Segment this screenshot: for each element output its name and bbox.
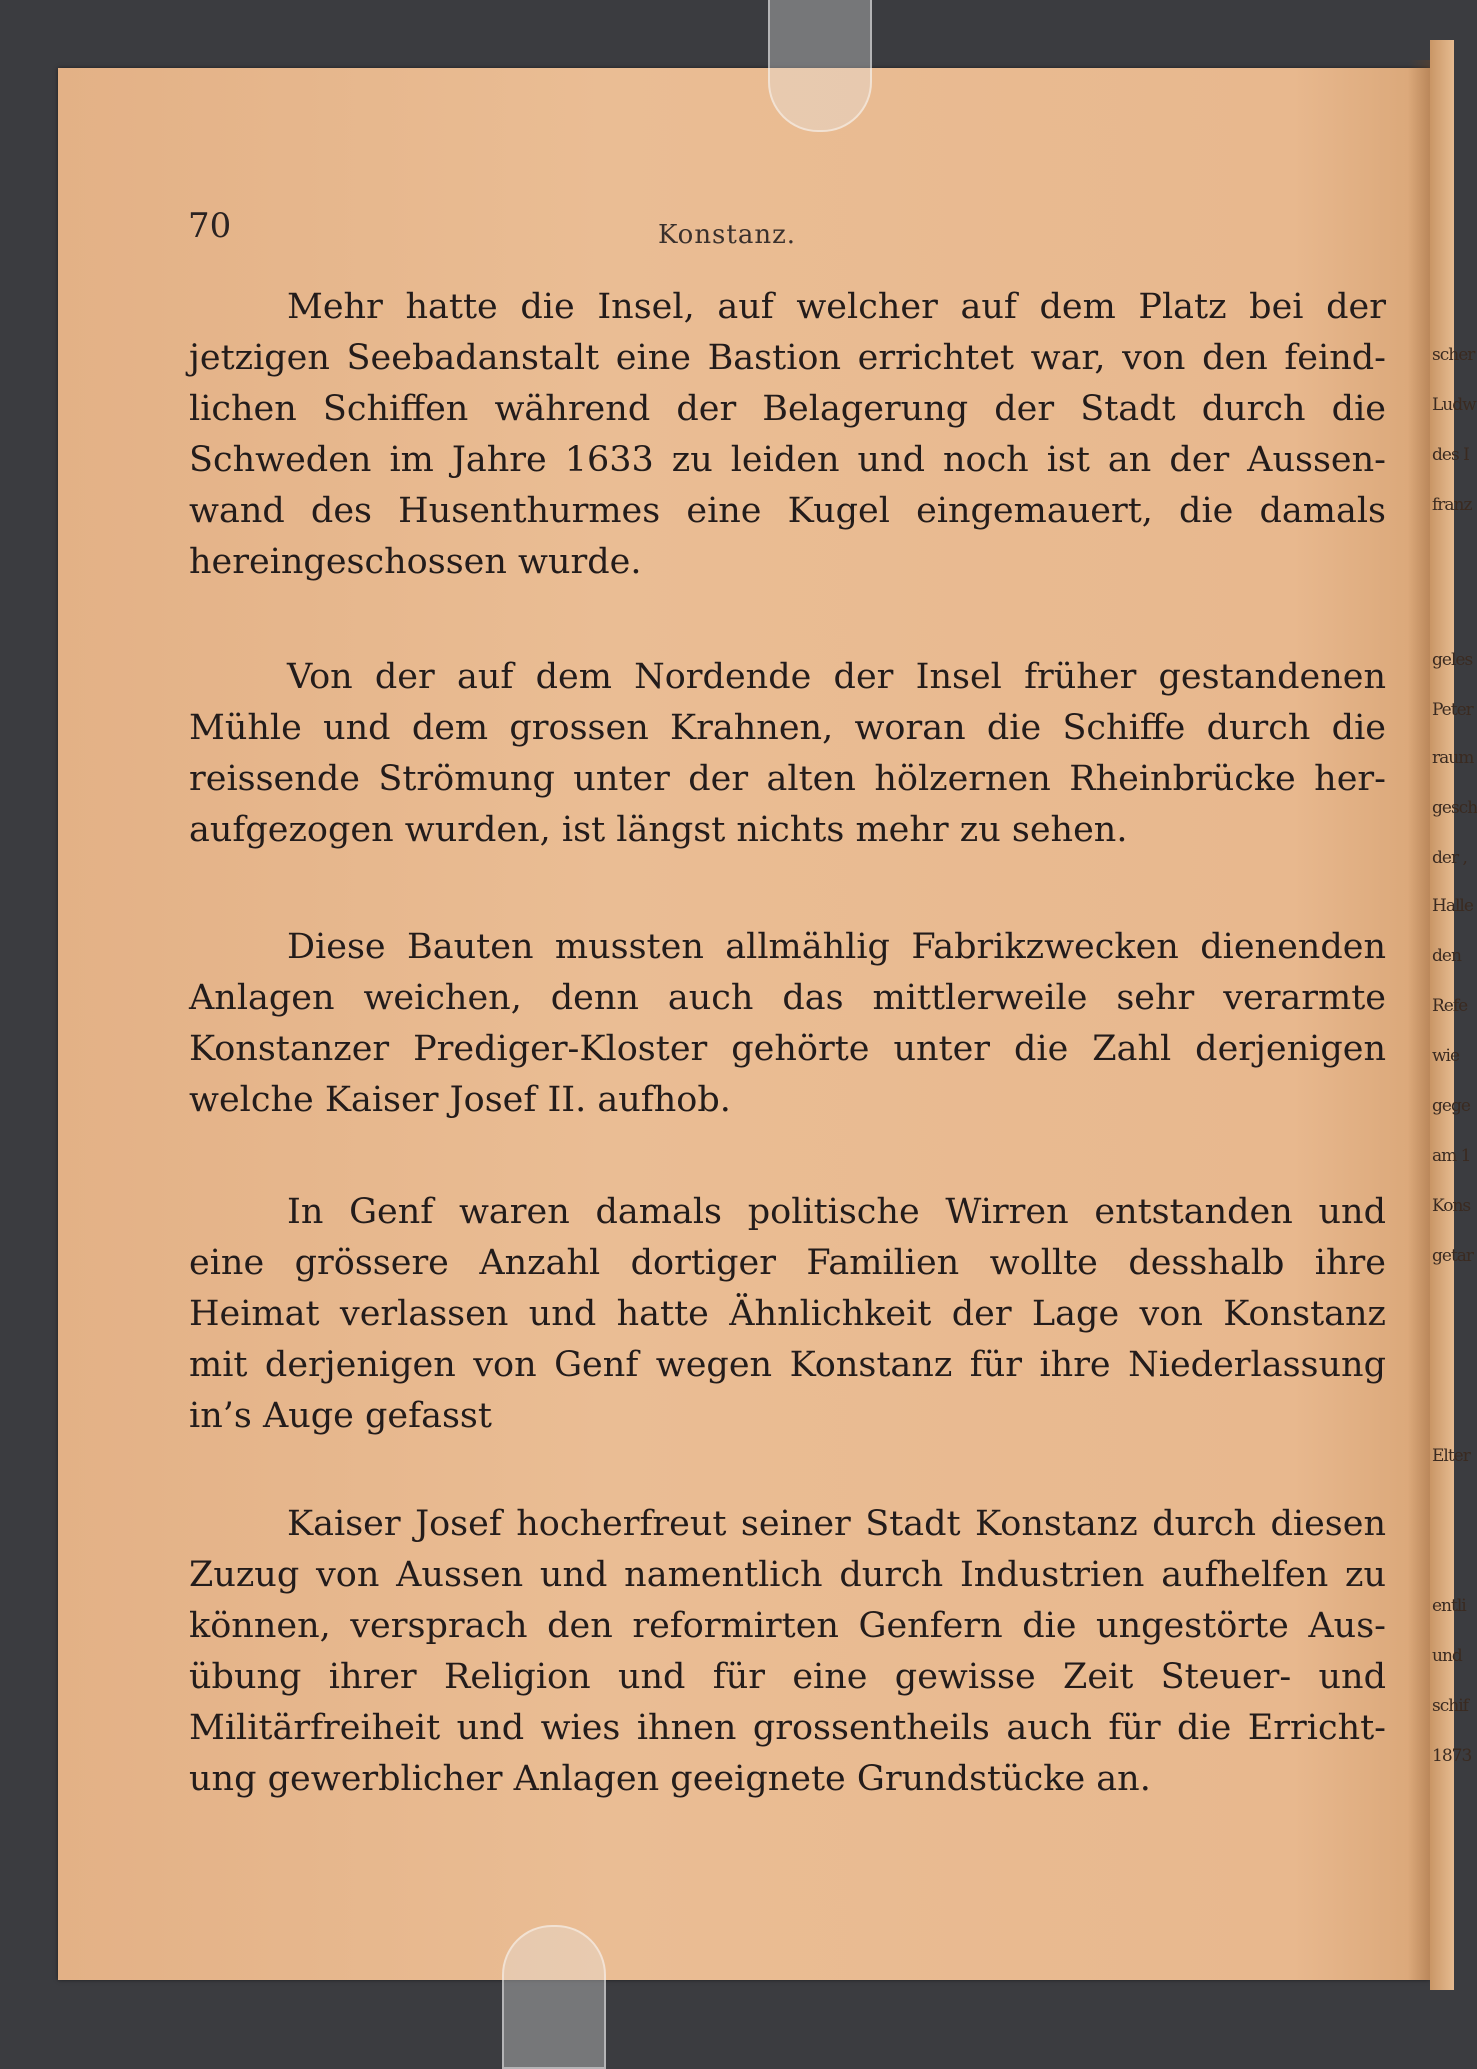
next-page-fragment: Ludw: [1432, 395, 1476, 415]
text-line: aufgezogen wurden, ist längst nichts mehr zu sehen.: [189, 810, 1128, 850]
text-line: Mehr hatte die Insel, auf welcher auf dem Platz bei der: [287, 287, 1386, 327]
next-page-fragment: des I: [1432, 445, 1469, 465]
text-line: Anlagen weichen, denn auch das mittlerweile sehr verarmte: [189, 978, 1386, 1018]
next-page-fragment: schif: [1432, 1696, 1468, 1716]
text-line: eine grössere Anzahl dortiger Familien wollte desshalb ihre: [189, 1243, 1386, 1283]
next-page-fragment: den: [1432, 946, 1461, 966]
paragraph: [189, 652, 1386, 856]
text-line: in’s Auge gefasst: [189, 1396, 492, 1436]
text-line: Von der auf dem Nordende der Insel früher gestandenen: [287, 657, 1386, 697]
text-line: jetzigen Seebadanstalt eine Bastion errichtet war, von den feind-: [189, 338, 1386, 378]
next-page-fragment: entli: [1432, 1596, 1466, 1616]
text-line: ung gewerblicher Anlagen geeignete Grundstücke an.: [189, 1759, 1151, 1799]
paragraph: [189, 1499, 1386, 1805]
next-page-fragment: getar: [1432, 1246, 1474, 1266]
page-number: 70: [188, 206, 232, 246]
text-line: Kaiser Josef hocherfreut seiner Stadt Konstanz durch diesen: [287, 1504, 1386, 1544]
next-page-fragment: am 1: [1432, 1146, 1471, 1166]
text-line: können, versprach den reformirten Genfern die ungestörte Aus-: [189, 1606, 1386, 1646]
next-page-fragment: gege: [1432, 1096, 1470, 1116]
bottom-page-clip: [502, 1925, 606, 2069]
text-line: Militärfreiheit und wies ihnen grossentheils auch für die Erricht-: [189, 1708, 1386, 1748]
next-page-fragment: Kons: [1432, 1196, 1471, 1216]
text-line: reissende Strömung unter der alten hölzernen Rheinbrücke her-: [189, 759, 1386, 799]
paragraph: [189, 282, 1386, 588]
next-page-fragment: und: [1432, 1646, 1462, 1666]
next-page-fragment: der ,: [1432, 848, 1467, 868]
text-line: mit derjenigen von Genf wegen Konstanz für ihre Niederlassung: [189, 1345, 1386, 1385]
running-head: Konstanz.: [657, 220, 797, 250]
text-line: wand des Husenthurmes eine Kugel eingemauert, die damals: [189, 491, 1386, 531]
text-line: Schweden im Jahre 1633 zu leiden und noch ist an der Aussen-: [189, 440, 1386, 480]
text-line: Zuzug von Aussen und namentlich durch Industrien aufhelfen zu: [189, 1555, 1386, 1595]
next-page-fragment: geles: [1432, 650, 1473, 670]
text-line: welche Kaiser Josef II. aufhob.: [189, 1080, 731, 1120]
text-line: Heimat verlassen und hatte Ähnlichkeit der Lage von Konstanz: [189, 1294, 1386, 1334]
next-page-fragment: wie: [1432, 1046, 1460, 1066]
text-line: Diese Bauten mussten allmählig Fabrikzwecken dienenden: [287, 927, 1386, 967]
text-line: In Genf waren damals politische Wirren entstanden und: [287, 1192, 1386, 1232]
next-page-fragment: 1873: [1432, 1746, 1472, 1766]
text-line: Konstanzer Prediger-Kloster gehörte unter die Zahl derjenigen: [189, 1029, 1386, 1069]
next-page-fragment: raum: [1432, 748, 1474, 768]
next-page-fragment: Refe: [1432, 996, 1468, 1016]
next-page-edge: [1430, 40, 1477, 1990]
next-page-fragment: Peter: [1432, 700, 1473, 720]
text-line: hereingeschossen wurde.: [189, 542, 642, 582]
next-page-fragment: Elter: [1432, 1446, 1470, 1466]
paragraph: [189, 1187, 1386, 1442]
text-line: Mühle und dem grossen Krahnen, woran die Schiffe durch die: [189, 708, 1386, 748]
next-page-fragment: gesch: [1432, 798, 1477, 818]
text-line: übung ihrer Religion und für eine gewisse Zeit Steuer- und: [189, 1657, 1386, 1697]
next-page-fragment: Halle: [1432, 896, 1473, 916]
text-line: lichen Schiffen während der Belagerung der Stadt durch die: [189, 389, 1386, 429]
paragraph: [189, 922, 1386, 1126]
page-fold-shadow: [1408, 60, 1432, 1980]
next-page-fragment: franz: [1432, 495, 1472, 515]
next-page-fragment: scher: [1432, 345, 1475, 365]
top-page-clip: [768, 0, 872, 132]
